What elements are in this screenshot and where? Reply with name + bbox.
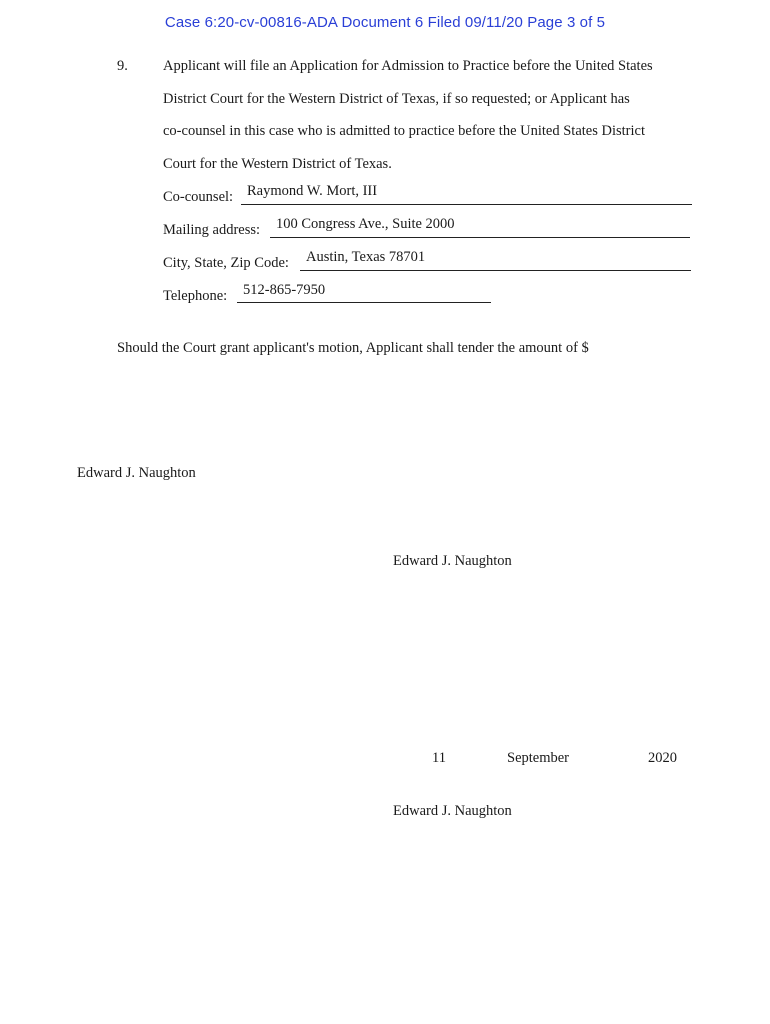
paragraph-line-2: District Court for the Western District of Texas, if so requested; or Applicant has [163,91,630,107]
applicant-name-signature[interactable]: Edward J. Naughton [393,553,512,569]
date-month[interactable]: September [507,750,570,766]
mailing-address-label: Mailing address: [163,222,261,238]
telephone-underline [237,302,491,303]
fee-sentence: Should the Court grant applicant's motion, Applicant shall tender the amount of $ [117,340,589,356]
applicant-name-left[interactable]: Edward J. Naughton [77,465,196,481]
date-year[interactable]: 2020 [648,750,677,766]
cocounsel-underline [241,204,692,205]
mailing-address-underline [270,237,690,238]
date-day[interactable]: 11 [432,750,446,766]
paragraph-line-1: Applicant will file an Application for Admission to Practice before the United States [163,58,653,74]
city-state-zip-underline [300,270,691,271]
paragraph-line-4: Court for the Western District of Texas. [163,156,392,172]
paragraph-number: 9. [117,58,128,74]
case-header: Case 6:20-cv-00816-ADA Document 6 Filed 09/11/20 Page 3 of 5 [164,14,606,31]
city-state-zip-field[interactable]: Austin, Texas 78701 [306,249,426,265]
telephone-field[interactable]: 512-865-7950 [243,282,326,298]
cocounsel-label: Co-counsel: [163,189,234,205]
city-state-zip-label: City, State, Zip Code: [163,255,289,271]
mailing-address-field[interactable]: 100 Congress Ave., Suite 2000 [276,216,455,232]
cocounsel-field[interactable]: Raymond W. Mort, III [247,183,378,199]
paragraph-line-3: co-counsel in this case who is admitted to practice before the United States District [163,123,645,139]
telephone-label: Telephone: [163,288,228,304]
applicant-name-bottom[interactable]: Edward J. Naughton [393,803,512,819]
